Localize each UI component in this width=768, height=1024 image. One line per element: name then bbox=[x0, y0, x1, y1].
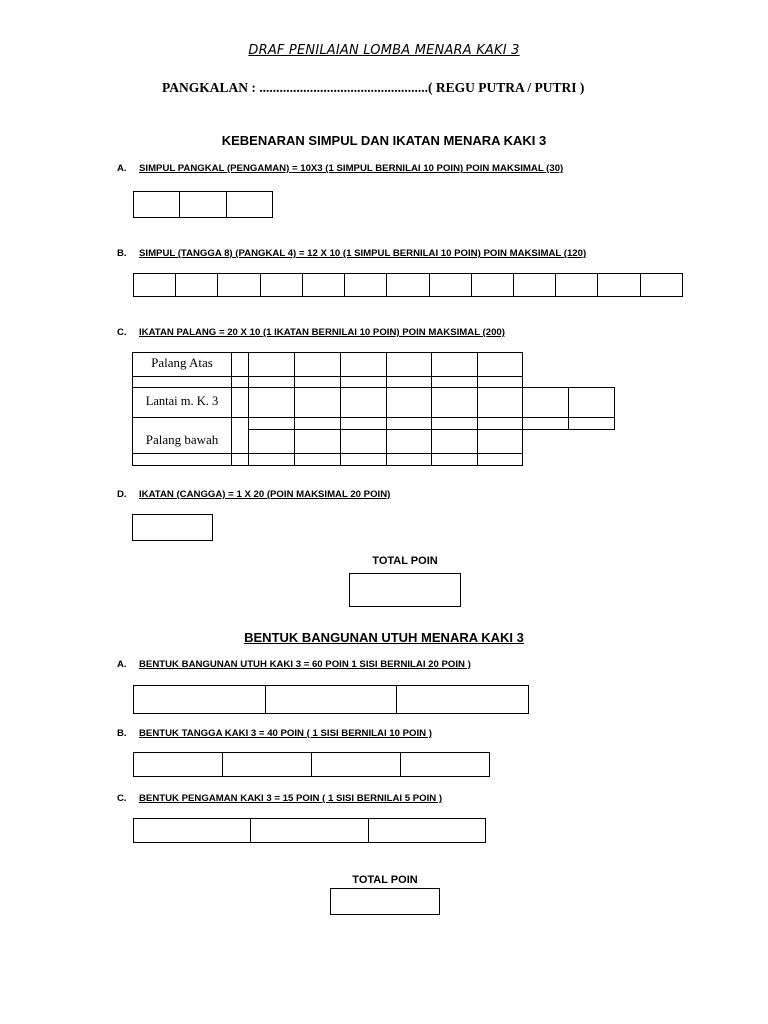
item-text: SIMPUL PANGKAL (PENGAMAN) = 10X3 (1 SIMPUL BERNILAI 10 POIN) POIN MAKSIMAL (30) bbox=[139, 163, 564, 174]
score-cell[interactable] bbox=[176, 274, 218, 297]
section1-item-d bbox=[117, 489, 390, 500]
simpul-pangkal-score-grid bbox=[133, 191, 273, 218]
row-label-palang-bawah: Palang bawah bbox=[133, 432, 231, 448]
item-text: BENTUK BANGUNAN UTUH KAKI 3 = 60 POIN 1 SISI BERNILAI 20 POIN ) bbox=[139, 659, 471, 670]
grid-line bbox=[132, 417, 615, 418]
score-cell[interactable] bbox=[180, 192, 226, 218]
section2-item-b bbox=[117, 728, 432, 739]
score-cell[interactable] bbox=[260, 274, 302, 297]
score-cell[interactable] bbox=[134, 753, 223, 777]
score-cell[interactable] bbox=[134, 819, 251, 843]
score-cell[interactable] bbox=[387, 274, 429, 297]
total-poin-label-1: TOTAL POIN bbox=[372, 555, 438, 567]
section1-item-b bbox=[117, 248, 586, 259]
item-letter: A. bbox=[117, 659, 127, 670]
section2-item-a bbox=[117, 659, 471, 670]
score-cell[interactable] bbox=[598, 274, 640, 297]
score-cell[interactable] bbox=[312, 753, 401, 777]
pangkalan-line: PANGKALAN : ..................................................( REGU PUTRA / PUTRI ) bbox=[162, 80, 585, 95]
section2-heading bbox=[0, 630, 768, 645]
score-cell[interactable] bbox=[251, 819, 368, 843]
grid-line bbox=[248, 352, 249, 466]
bangunan-utuh-score-grid bbox=[133, 685, 529, 714]
score-cell[interactable] bbox=[471, 274, 513, 297]
grid-line bbox=[477, 352, 478, 466]
item-letter: A. bbox=[117, 163, 127, 174]
grid-line bbox=[340, 352, 341, 466]
score-cell[interactable] bbox=[513, 274, 555, 297]
row-label-palang-atas: Palang Atas bbox=[133, 355, 231, 371]
score-cell[interactable] bbox=[134, 686, 266, 714]
section1-heading: KEBENARAN SIMPUL DAN IKATAN MENARA KAKI 3 bbox=[221, 133, 547, 148]
item-letter: B. bbox=[117, 248, 127, 259]
ikatan-cangga-score-box[interactable] bbox=[132, 514, 213, 541]
score-cell[interactable] bbox=[218, 274, 260, 297]
item-text: BENTUK PENGAMAN KAKI 3 = 15 POIN ( 1 SISI BERNILAI 5 POIN ) bbox=[139, 793, 443, 804]
item-letter: B. bbox=[117, 728, 127, 739]
score-cell[interactable] bbox=[226, 192, 272, 218]
score-cell[interactable] bbox=[134, 192, 180, 218]
section1-item-c bbox=[117, 327, 505, 338]
total-poin-label-2: TOTAL POIN bbox=[352, 874, 418, 886]
score-cell[interactable] bbox=[223, 753, 312, 777]
grid-line bbox=[294, 352, 295, 466]
item-letter: D. bbox=[117, 489, 127, 500]
item-text: IKATAN (CANGGA) = 1 X 20 (POIN MAKSIMAL 20 POIN) bbox=[139, 489, 391, 500]
score-cell[interactable] bbox=[134, 274, 176, 297]
score-cell[interactable] bbox=[302, 274, 344, 297]
score-cell[interactable] bbox=[368, 819, 485, 843]
bentuk-tangga-score-grid bbox=[133, 752, 490, 777]
score-cell[interactable] bbox=[429, 274, 471, 297]
score-cell[interactable] bbox=[397, 686, 529, 714]
item-text: IKATAN PALANG = 20 X 10 (1 IKATAN BERNILAI 10 POIN) POIN MAKSIMAL (200) bbox=[139, 327, 505, 338]
score-cell[interactable] bbox=[401, 753, 490, 777]
item-text: SIMPUL (TANGGA 8) (PANGKAL 4) = 12 X 10 (1 SIMPUL BERNILAI 10 POIN) POIN MAKSIMAL (120) bbox=[139, 248, 587, 259]
grid-line bbox=[248, 429, 615, 430]
grid-line bbox=[386, 352, 387, 466]
section2-heading-text: BENTUK BANGUNAN UTUH MENARA KAKI 3 bbox=[244, 630, 524, 645]
item-letter: C. bbox=[117, 793, 127, 804]
score-cell[interactable] bbox=[345, 274, 387, 297]
section2-item-c bbox=[117, 793, 442, 804]
total-poin-box-1[interactable] bbox=[349, 573, 461, 607]
grid-line bbox=[132, 453, 523, 454]
grid-line bbox=[132, 387, 615, 388]
score-cell[interactable] bbox=[556, 274, 598, 297]
grid-line bbox=[522, 352, 523, 466]
grid-line bbox=[568, 388, 569, 430]
grid-line bbox=[614, 388, 615, 430]
grid-line bbox=[132, 376, 523, 377]
grid-line bbox=[132, 352, 523, 353]
section1-item-a bbox=[117, 163, 563, 174]
bentuk-pengaman-score-grid bbox=[133, 818, 486, 843]
score-cell[interactable] bbox=[265, 686, 397, 714]
total-poin-box-2[interactable] bbox=[330, 888, 440, 915]
item-text: BENTUK TANGGA KAKI 3 = 40 POIN ( 1 SISI BERNILAI 10 POIN ) bbox=[139, 728, 432, 739]
item-letter: C. bbox=[117, 327, 127, 338]
grid-line bbox=[231, 352, 232, 466]
score-cell[interactable] bbox=[640, 274, 682, 297]
grid-line bbox=[132, 465, 523, 466]
document-title: DRAF PENILAIAN LOMBA MENARA KAKI 3 bbox=[248, 43, 520, 58]
simpul-tangga-score-grid bbox=[133, 273, 683, 297]
row-label-lantai: Lantai m. K. 3 bbox=[133, 394, 231, 409]
grid-line bbox=[431, 352, 432, 466]
